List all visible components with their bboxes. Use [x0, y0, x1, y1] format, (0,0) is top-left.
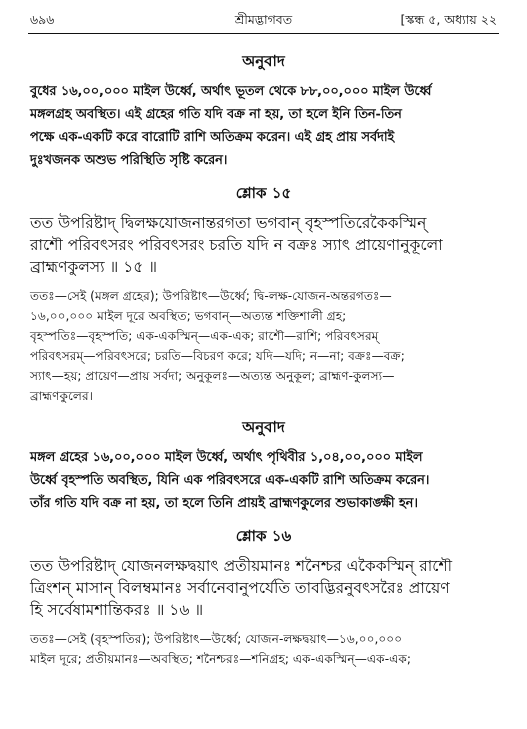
synonym-line: ততঃ—সেই (বৃহস্পতির); উপরিষ্টাৎ—উর্ধ্বে; যোজন-লক্ষদ্বয়াৎ—১৬,০০,০০০	[30, 632, 403, 646]
synonym-line: মাইল দূরে; প্রতীয়মানঃ—অবস্থিত; শনৈশ্চরঃ—শনিগ্রহ; এক-একস্মিন্—এক-এক;	[30, 652, 411, 666]
synonym-line: পরিবৎসরম্—পরিবৎসরে; চরতি—বিচরণ করে; যদি—যদি; ন—না; বক্রঃ—বক্র;	[30, 349, 405, 363]
synonym-line: ব্রাহ্মণকুলের।	[30, 389, 94, 403]
translation-heading-1: অনুবাদ	[242, 52, 285, 70]
verse-line: হি সর্বেষামশান্তিকরঃ ॥ ১৬ ॥	[30, 601, 204, 619]
text-line: বুধের ১৬,০০,০০০ মাইল উর্ধ্বে, অর্থাৎ ভূতল থেকে ৮৮,০০,০০০ মাইল উর্ধ্বে	[30, 84, 432, 99]
verse-line: ব্রাহ্মণকুলস্য ॥ ১৫ ॥	[30, 258, 158, 276]
verse-line: রাশৌ পরিবৎসরং পরিবৎসরং চরতি যদি ন বক্রঃ স্যাৎ প্রায়েণানুকূলো	[30, 236, 443, 254]
verse-line: তত উপরিষ্টাদ্ যোজনলক্ষদ্বয়াৎ প্রতীয়মানঃ শনৈশ্চর একৈকস্মিন্ রাশৌ	[30, 557, 453, 575]
text-line: উর্ধ্বে বৃহস্পতি অবস্থিত, যিনি এক পরিবৎসরে এক-একটি রাশি অতিক্রম করেন।	[30, 473, 430, 488]
verse-line: ত্রিংশন্ মাসান্ বিলম্বমানঃ সর্বানেবানুপর্যেতি তাবদ্ভিরনুবৎসরৈঃ প্রায়েণ	[30, 579, 450, 597]
synonym-line: স্যাৎ—হয়; প্রায়েণ—প্রায় সর্বদা; অনুকূলঃ—অত্যন্ত অনুকূল; ব্রাহ্মণ-কুলস্য—	[30, 369, 395, 383]
synonyms-15	[30, 286, 497, 406]
translation-2	[30, 446, 497, 515]
verse-16-heading: শ্লোক ১৬	[235, 527, 292, 545]
verse-15-text	[30, 212, 497, 278]
synonym-line: ততঃ—সেই (মঙ্গল গ্রহের); উপরিষ্টাৎ—উর্ধ্বে; দ্বি-লক্ষ-যোজন-অন্তরগতঃ—	[30, 289, 392, 303]
text-line: পক্ষে এক-একটি করে বারোটি রাশি অতিক্রম করেন। এই গ্রহ প্রায় সর্বদাই	[30, 130, 395, 145]
translation-1	[30, 80, 497, 172]
text-line: মঙ্গল গ্রহের ১৬,০০,০০০ মাইল উর্ধ্বে, অর্থাৎ পৃথিবীর ১,০৪,০০,০০০ মাইল	[30, 450, 423, 465]
text-line: দুঃখজনক অশুভ পরিস্থিতি সৃষ্টি করেন।	[30, 153, 228, 168]
verse-line: তত উপরিষ্টাদ্ দ্বিলক্ষযোজনান্তরগতা ভগবান্ বৃহস্পতিরেকৈকস্মিন্	[30, 214, 427, 232]
verse-15-heading: শ্লোক ১৫	[235, 184, 292, 202]
header-rule	[28, 33, 499, 34]
chapter-location: [স্কন্ধ ৫, অধ্যায় ২২	[400, 12, 497, 27]
translation-heading-2: অনুবাদ	[242, 418, 285, 436]
text-line: তাঁর গতি যদি বক্র না হয়, তা হলে তিনি প্রায়ই ব্রাহ্মণকুলের শুভাকাঙ্ক্ষী হন।	[30, 496, 418, 511]
page-content	[30, 40, 497, 669]
running-header	[30, 6, 497, 32]
page-number: ৬৯৬	[30, 12, 55, 27]
verse-16-text	[30, 555, 497, 621]
synonym-line: বৃহস্পতিঃ—বৃহস্পতি; এক-একস্মিন্—এক-এক; রাশৌ—রাশি; পরিবৎসরম্	[30, 329, 379, 343]
synonym-line: ১৬,০০,০০০ মাইল দূরে অবস্থিত; ভগবান্—অত্যন্ত শক্তিশালী গ্রহ;	[30, 309, 347, 323]
book-title: শ্রীমদ্ভাগবত	[234, 12, 293, 27]
text-line: মঙ্গলগ্রহ অবস্থিত। এই গ্রহের গতি যদি বক্র না হয়, তা হলে ইনি তিন-তিন	[30, 107, 402, 122]
synonyms-16	[30, 629, 497, 669]
